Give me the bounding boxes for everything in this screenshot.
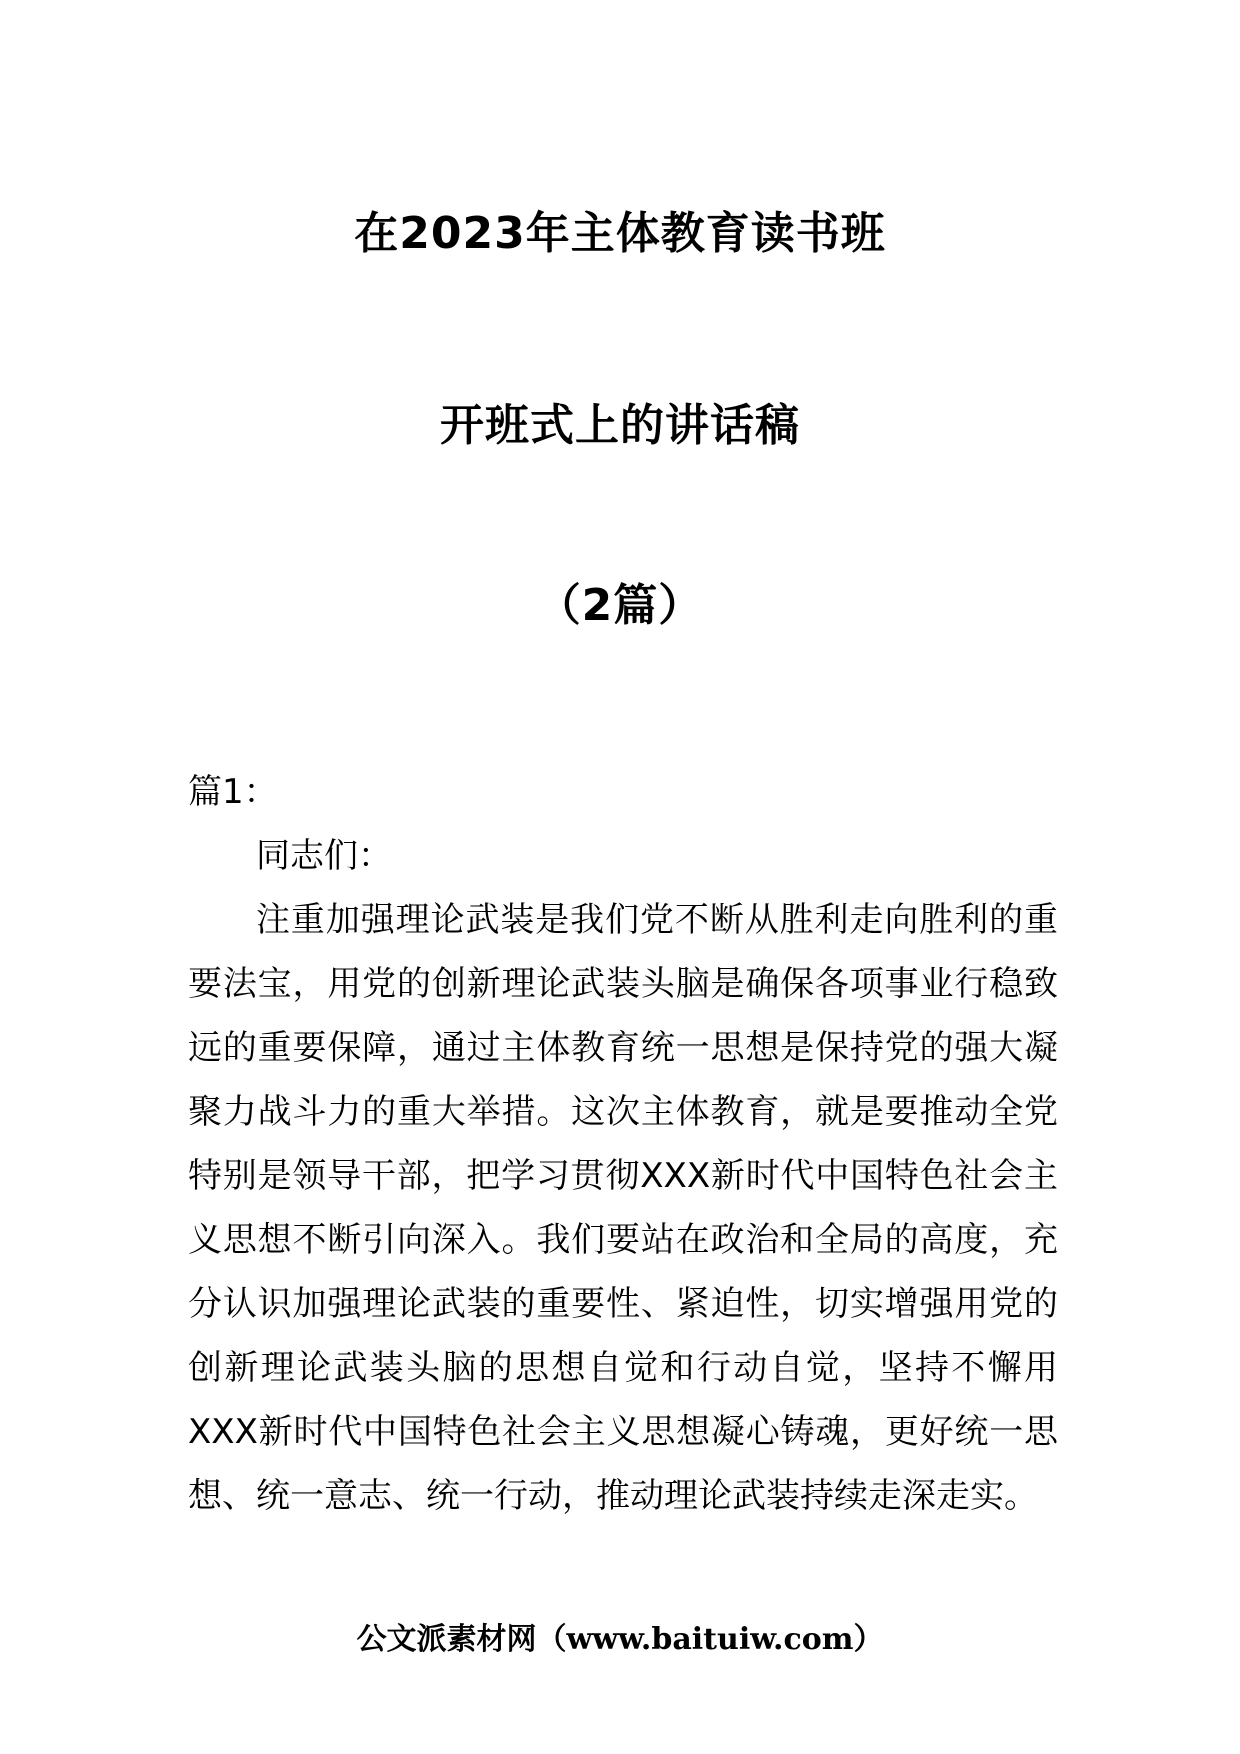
salutation: 同志们： <box>256 836 392 876</box>
section-label: 篇1： <box>188 772 278 812</box>
document-title-line-1: 在2023年主体教育读书班 <box>354 208 886 259</box>
document-title-line-3: （2篇） <box>536 580 704 631</box>
document-body <box>188 760 1058 1528</box>
body-paragraph: 注重加强理论武装是我们党不断从胜利走向胜利的重要法宝，用党的创新理论武装头脑是确保各项事业行稳致远的重要保障，通过主体教育统一思想是保持党的强大凝聚力战斗力的重大举措。这次主体教育，就是要推动全党特别是领导干部，把学习贯彻XXX新时代中国特色社会主义思想不断引向深入。我们要站在政治和全局的高度，充分认识加强理论武装的重要性、紧迫性，切实增强用党的创新理论武装头脑的思想自觉和行动自觉，坚持不懈用XXX新时代中国特色社会主义思想凝心铸魂，更好统一思想、统一意志、统一行动，推动理论武装持续走深走实。 <box>188 900 1058 1516</box>
footer-watermark: 公文派素材网（www.baituiw.com） <box>356 1622 884 1657</box>
document-title-line-2: 开班式上的讲话稿 <box>440 400 800 451</box>
